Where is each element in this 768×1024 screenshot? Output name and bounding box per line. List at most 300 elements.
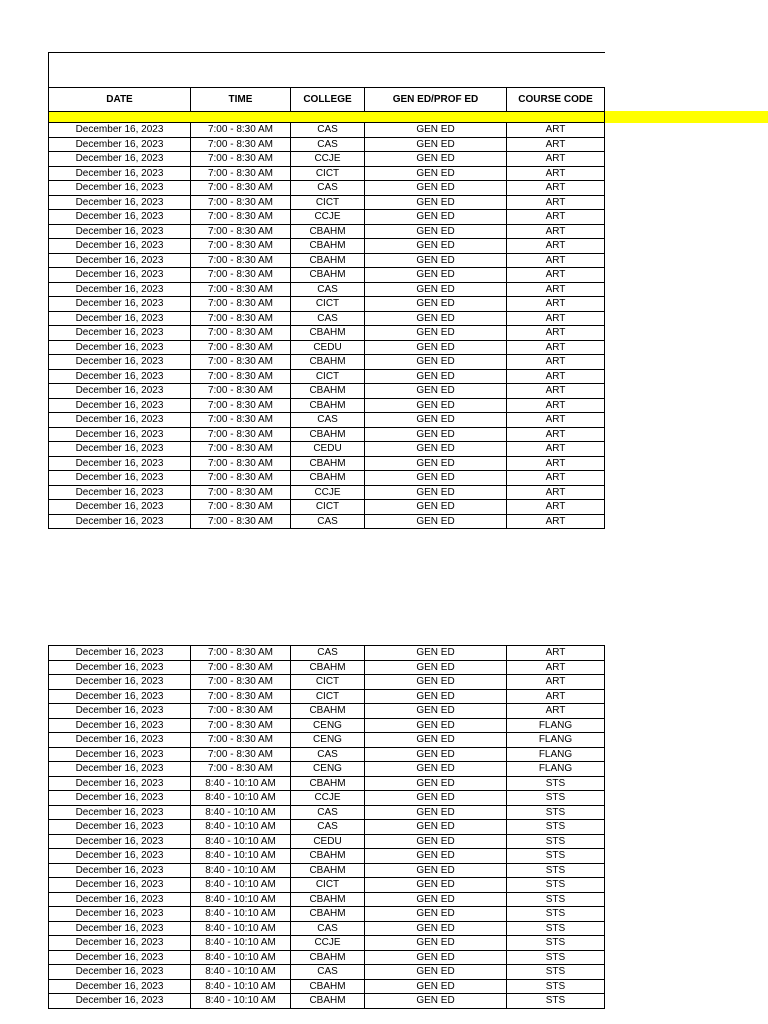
date-cell: December 16, 2023 (49, 413, 191, 428)
table-row (49, 704, 605, 719)
time-cell: 8:40 - 10:10 AM (191, 921, 291, 936)
course-code-cell: ART (507, 210, 605, 225)
table-row (49, 849, 605, 864)
gened-cell: GEN ED (365, 268, 507, 283)
gened-cell: GEN ED (365, 820, 507, 835)
gened-cell: GEN ED (365, 965, 507, 980)
college-cell: CBAHM (291, 849, 365, 864)
time-cell: 7:00 - 8:30 AM (191, 471, 291, 486)
gened-cell: GEN ED (365, 384, 507, 399)
course-code-cell: STS (507, 907, 605, 922)
table-row (49, 878, 605, 893)
time-cell: 7:00 - 8:30 AM (191, 675, 291, 690)
gened-cell: GEN ED (365, 936, 507, 951)
date-cell: December 16, 2023 (49, 166, 191, 181)
table-row (49, 253, 605, 268)
course-code-cell: ART (507, 137, 605, 152)
date-cell: December 16, 2023 (49, 892, 191, 907)
course-code-cell: STS (507, 979, 605, 994)
time-cell: 7:00 - 8:30 AM (191, 166, 291, 181)
table-row (49, 936, 605, 951)
college-cell: CEDU (291, 340, 365, 355)
gened-cell: GEN ED (365, 224, 507, 239)
date-cell: December 16, 2023 (49, 965, 191, 980)
college-cell: CBAHM (291, 326, 365, 341)
course-code-cell: ART (507, 514, 605, 529)
college-cell: CENG (291, 718, 365, 733)
date-cell: December 16, 2023 (49, 384, 191, 399)
course-code-cell: ART (507, 239, 605, 254)
gened-cell: GEN ED (365, 776, 507, 791)
table-row (49, 340, 605, 355)
header-gened: GEN ED/PROF ED (365, 88, 507, 112)
time-cell: 7:00 - 8:30 AM (191, 297, 291, 312)
date-cell: December 16, 2023 (49, 123, 191, 138)
header-time: TIME (191, 88, 291, 112)
college-cell: CICT (291, 369, 365, 384)
date-cell: December 16, 2023 (49, 297, 191, 312)
gened-cell: GEN ED (365, 181, 507, 196)
college-cell: CBAHM (291, 268, 365, 283)
college-cell: CBAHM (291, 384, 365, 399)
date-cell: December 16, 2023 (49, 181, 191, 196)
time-cell: 7:00 - 8:30 AM (191, 500, 291, 515)
course-code-cell: ART (507, 297, 605, 312)
table-row (49, 282, 605, 297)
time-cell: 7:00 - 8:30 AM (191, 762, 291, 777)
course-code-cell: ART (507, 369, 605, 384)
header-row (49, 88, 605, 112)
course-code-cell: ART (507, 311, 605, 326)
table-row (49, 398, 605, 413)
time-cell: 7:00 - 8:30 AM (191, 413, 291, 428)
gened-cell: GEN ED (365, 253, 507, 268)
time-cell: 7:00 - 8:30 AM (191, 123, 291, 138)
gened-cell: GEN ED (365, 733, 507, 748)
table-row (49, 747, 605, 762)
college-cell: CCJE (291, 485, 365, 500)
course-code-cell: ART (507, 195, 605, 210)
gened-cell: GEN ED (365, 747, 507, 762)
college-cell: CBAHM (291, 907, 365, 922)
gened-cell: GEN ED (365, 152, 507, 167)
table-row (49, 660, 605, 675)
time-cell: 7:00 - 8:30 AM (191, 137, 291, 152)
gened-cell: GEN ED (365, 369, 507, 384)
course-code-cell: ART (507, 398, 605, 413)
date-cell: December 16, 2023 (49, 660, 191, 675)
date-cell: December 16, 2023 (49, 907, 191, 922)
table-row (49, 210, 605, 225)
date-cell: December 16, 2023 (49, 355, 191, 370)
table-row (49, 950, 605, 965)
gened-cell: GEN ED (365, 849, 507, 864)
course-code-cell: ART (507, 181, 605, 196)
date-cell: December 16, 2023 (49, 282, 191, 297)
college-cell: CICT (291, 166, 365, 181)
college-cell: CCJE (291, 791, 365, 806)
schedule-table-1 (48, 52, 605, 529)
time-cell: 7:00 - 8:30 AM (191, 340, 291, 355)
gened-cell: GEN ED (365, 456, 507, 471)
date-cell: December 16, 2023 (49, 791, 191, 806)
college-cell: CBAHM (291, 224, 365, 239)
table-row (49, 326, 605, 341)
title-cell (49, 53, 605, 88)
course-code-cell: ART (507, 413, 605, 428)
table-row (49, 907, 605, 922)
date-cell: December 16, 2023 (49, 805, 191, 820)
course-code-cell: ART (507, 646, 605, 661)
college-cell: CBAHM (291, 950, 365, 965)
college-cell: CAS (291, 805, 365, 820)
date-cell: December 16, 2023 (49, 921, 191, 936)
college-cell: CAS (291, 282, 365, 297)
table-row (49, 892, 605, 907)
time-cell: 8:40 - 10:10 AM (191, 994, 291, 1009)
college-cell: CAS (291, 311, 365, 326)
table-row (49, 152, 605, 167)
college-cell: CAS (291, 123, 365, 138)
course-code-cell: ART (507, 326, 605, 341)
gened-cell: GEN ED (365, 950, 507, 965)
table-row (49, 239, 605, 254)
date-cell: December 16, 2023 (49, 195, 191, 210)
date-cell: December 16, 2023 (49, 268, 191, 283)
time-cell: 7:00 - 8:30 AM (191, 268, 291, 283)
date-cell: December 16, 2023 (49, 239, 191, 254)
time-cell: 7:00 - 8:30 AM (191, 704, 291, 719)
gened-cell: GEN ED (365, 704, 507, 719)
date-cell: December 16, 2023 (49, 863, 191, 878)
table-row (49, 181, 605, 196)
college-cell: CBAHM (291, 427, 365, 442)
time-cell: 7:00 - 8:30 AM (191, 311, 291, 326)
gened-cell: GEN ED (365, 878, 507, 893)
course-code-cell: ART (507, 471, 605, 486)
time-cell: 7:00 - 8:30 AM (191, 689, 291, 704)
time-cell: 8:40 - 10:10 AM (191, 849, 291, 864)
college-cell: CBAHM (291, 253, 365, 268)
gened-cell: GEN ED (365, 485, 507, 500)
gened-cell: GEN ED (365, 123, 507, 138)
time-cell: 7:00 - 8:30 AM (191, 195, 291, 210)
date-cell: December 16, 2023 (49, 514, 191, 529)
gened-cell: GEN ED (365, 297, 507, 312)
spacer-cell (49, 112, 605, 123)
college-cell: CAS (291, 137, 365, 152)
date-cell: December 16, 2023 (49, 994, 191, 1009)
course-code-cell: ART (507, 427, 605, 442)
gened-cell: GEN ED (365, 514, 507, 529)
time-cell: 7:00 - 8:30 AM (191, 442, 291, 457)
course-code-cell: ART (507, 384, 605, 399)
college-cell: CBAHM (291, 994, 365, 1009)
table-row (49, 718, 605, 733)
table-row (49, 500, 605, 515)
college-cell: CBAHM (291, 355, 365, 370)
course-code-cell: STS (507, 994, 605, 1009)
gened-cell: GEN ED (365, 979, 507, 994)
gened-cell: GEN ED (365, 282, 507, 297)
gened-cell: GEN ED (365, 863, 507, 878)
course-code-cell: STS (507, 820, 605, 835)
college-cell: CICT (291, 878, 365, 893)
table-row (49, 733, 605, 748)
table-row (49, 297, 605, 312)
time-cell: 7:00 - 8:30 AM (191, 718, 291, 733)
table-row (49, 965, 605, 980)
gened-cell: GEN ED (365, 398, 507, 413)
college-cell: CBAHM (291, 456, 365, 471)
table-row (49, 776, 605, 791)
time-cell: 7:00 - 8:30 AM (191, 326, 291, 341)
course-code-cell: STS (507, 965, 605, 980)
college-cell: CICT (291, 500, 365, 515)
college-cell: CBAHM (291, 979, 365, 994)
gened-cell: GEN ED (365, 791, 507, 806)
table-row (49, 805, 605, 820)
time-cell: 7:00 - 8:30 AM (191, 210, 291, 225)
college-cell: CBAHM (291, 239, 365, 254)
time-cell: 8:40 - 10:10 AM (191, 979, 291, 994)
gened-cell: GEN ED (365, 340, 507, 355)
time-cell: 7:00 - 8:30 AM (191, 181, 291, 196)
table-row (49, 166, 605, 181)
course-code-cell: ART (507, 166, 605, 181)
gened-cell: GEN ED (365, 427, 507, 442)
course-code-cell: ART (507, 675, 605, 690)
gened-cell: GEN ED (365, 413, 507, 428)
course-code-cell: ART (507, 442, 605, 457)
date-cell: December 16, 2023 (49, 210, 191, 225)
date-cell: December 16, 2023 (49, 820, 191, 835)
course-code-cell: STS (507, 863, 605, 878)
course-code-cell: ART (507, 689, 605, 704)
course-code-cell: STS (507, 805, 605, 820)
gened-cell: GEN ED (365, 195, 507, 210)
time-cell: 8:40 - 10:10 AM (191, 834, 291, 849)
date-cell: December 16, 2023 (49, 340, 191, 355)
course-code-cell: ART (507, 340, 605, 355)
course-code-cell: ART (507, 704, 605, 719)
course-code-cell: STS (507, 791, 605, 806)
course-code-cell: ART (507, 253, 605, 268)
college-cell: CCJE (291, 210, 365, 225)
table-row (49, 762, 605, 777)
date-cell: December 16, 2023 (49, 747, 191, 762)
college-cell: CAS (291, 820, 365, 835)
date-cell: December 16, 2023 (49, 950, 191, 965)
time-cell: 7:00 - 8:30 AM (191, 152, 291, 167)
course-code-cell: ART (507, 485, 605, 500)
time-cell: 8:40 - 10:10 AM (191, 863, 291, 878)
course-code-cell: FLANG (507, 762, 605, 777)
college-cell: CEDU (291, 442, 365, 457)
gened-cell: GEN ED (365, 762, 507, 777)
date-cell: December 16, 2023 (49, 733, 191, 748)
college-cell: CBAHM (291, 660, 365, 675)
college-cell: CAS (291, 921, 365, 936)
time-cell: 8:40 - 10:10 AM (191, 791, 291, 806)
date-cell: December 16, 2023 (49, 442, 191, 457)
table-row (49, 413, 605, 428)
table-2-body (49, 646, 605, 1009)
gened-cell: GEN ED (365, 805, 507, 820)
date-cell: December 16, 2023 (49, 689, 191, 704)
college-cell: CAS (291, 181, 365, 196)
date-cell: December 16, 2023 (49, 369, 191, 384)
table-row (49, 689, 605, 704)
date-cell: December 16, 2023 (49, 427, 191, 442)
date-cell: December 16, 2023 (49, 224, 191, 239)
table-row (49, 137, 605, 152)
course-code-cell: ART (507, 660, 605, 675)
college-cell: CBAHM (291, 398, 365, 413)
time-cell: 7:00 - 8:30 AM (191, 733, 291, 748)
time-cell: 8:40 - 10:10 AM (191, 907, 291, 922)
course-code-cell: ART (507, 123, 605, 138)
header-course-code: COURSE CODE (507, 88, 605, 112)
gened-cell: GEN ED (365, 834, 507, 849)
table-row (49, 994, 605, 1009)
table-row (49, 820, 605, 835)
course-code-cell: STS (507, 834, 605, 849)
table-row (49, 384, 605, 399)
schedule-sheet-1 (48, 52, 605, 529)
college-cell: CAS (291, 965, 365, 980)
time-cell: 7:00 - 8:30 AM (191, 514, 291, 529)
gened-cell: GEN ED (365, 239, 507, 254)
date-cell: December 16, 2023 (49, 311, 191, 326)
gened-cell: GEN ED (365, 994, 507, 1009)
college-cell: CICT (291, 675, 365, 690)
gened-cell: GEN ED (365, 137, 507, 152)
gened-cell: GEN ED (365, 442, 507, 457)
course-code-cell: FLANG (507, 733, 605, 748)
table-row (49, 442, 605, 457)
time-cell: 8:40 - 10:10 AM (191, 936, 291, 951)
table-row (49, 268, 605, 283)
gened-cell: GEN ED (365, 892, 507, 907)
gened-cell: GEN ED (365, 646, 507, 661)
table-row (49, 646, 605, 661)
time-cell: 7:00 - 8:30 AM (191, 224, 291, 239)
time-cell: 7:00 - 8:30 AM (191, 456, 291, 471)
gened-cell: GEN ED (365, 210, 507, 225)
date-cell: December 16, 2023 (49, 152, 191, 167)
table-row (49, 311, 605, 326)
table-row (49, 456, 605, 471)
table-row (49, 355, 605, 370)
gened-cell: GEN ED (365, 660, 507, 675)
gened-cell: GEN ED (365, 326, 507, 341)
gened-cell: GEN ED (365, 500, 507, 515)
table-row (49, 863, 605, 878)
date-cell: December 16, 2023 (49, 704, 191, 719)
table-row (49, 921, 605, 936)
course-code-cell: ART (507, 282, 605, 297)
college-cell: CAS (291, 646, 365, 661)
date-cell: December 16, 2023 (49, 834, 191, 849)
course-code-cell: STS (507, 849, 605, 864)
course-code-cell: FLANG (507, 747, 605, 762)
course-code-cell: ART (507, 456, 605, 471)
time-cell: 7:00 - 8:30 AM (191, 427, 291, 442)
course-code-cell: ART (507, 355, 605, 370)
schedule-table-2 (48, 645, 605, 1009)
time-cell: 8:40 - 10:10 AM (191, 820, 291, 835)
gened-cell: GEN ED (365, 355, 507, 370)
time-cell: 7:00 - 8:30 AM (191, 384, 291, 399)
college-cell: CBAHM (291, 863, 365, 878)
date-cell: December 16, 2023 (49, 936, 191, 951)
college-cell: CENG (291, 733, 365, 748)
college-cell: CENG (291, 762, 365, 777)
gened-cell: GEN ED (365, 921, 507, 936)
table-1-body (49, 123, 605, 529)
time-cell: 7:00 - 8:30 AM (191, 747, 291, 762)
college-cell: CCJE (291, 936, 365, 951)
time-cell: 8:40 - 10:10 AM (191, 776, 291, 791)
college-cell: CICT (291, 689, 365, 704)
college-cell: CCJE (291, 152, 365, 167)
course-code-cell: STS (507, 892, 605, 907)
course-code-cell: ART (507, 500, 605, 515)
course-code-cell: STS (507, 950, 605, 965)
header-date: DATE (49, 88, 191, 112)
date-cell: December 16, 2023 (49, 500, 191, 515)
table-row (49, 791, 605, 806)
gened-cell: GEN ED (365, 311, 507, 326)
schedule-sheet-2 (48, 645, 605, 1009)
course-code-cell: ART (507, 268, 605, 283)
gened-cell: GEN ED (365, 166, 507, 181)
course-code-cell: STS (507, 936, 605, 951)
table-row (49, 485, 605, 500)
date-cell: December 16, 2023 (49, 762, 191, 777)
course-code-cell: ART (507, 224, 605, 239)
date-cell: December 16, 2023 (49, 326, 191, 341)
time-cell: 7:00 - 8:30 AM (191, 239, 291, 254)
date-cell: December 16, 2023 (49, 718, 191, 733)
time-cell: 8:40 - 10:10 AM (191, 965, 291, 980)
gened-cell: GEN ED (365, 471, 507, 486)
date-cell: December 16, 2023 (49, 979, 191, 994)
date-cell: December 16, 2023 (49, 485, 191, 500)
table-row (49, 427, 605, 442)
table-row (49, 195, 605, 210)
date-cell: December 16, 2023 (49, 776, 191, 791)
date-cell: December 16, 2023 (49, 253, 191, 268)
table-row (49, 834, 605, 849)
date-cell: December 16, 2023 (49, 398, 191, 413)
college-cell: CBAHM (291, 471, 365, 486)
date-cell: December 16, 2023 (49, 646, 191, 661)
course-code-cell: STS (507, 776, 605, 791)
course-code-cell: STS (507, 878, 605, 893)
header-college: COLLEGE (291, 88, 365, 112)
college-cell: CBAHM (291, 776, 365, 791)
date-cell: December 16, 2023 (49, 456, 191, 471)
gened-cell: GEN ED (365, 907, 507, 922)
time-cell: 8:40 - 10:10 AM (191, 892, 291, 907)
time-cell: 8:40 - 10:10 AM (191, 805, 291, 820)
course-code-cell: ART (507, 152, 605, 167)
time-cell: 8:40 - 10:10 AM (191, 878, 291, 893)
time-cell: 7:00 - 8:30 AM (191, 355, 291, 370)
gened-cell: GEN ED (365, 689, 507, 704)
